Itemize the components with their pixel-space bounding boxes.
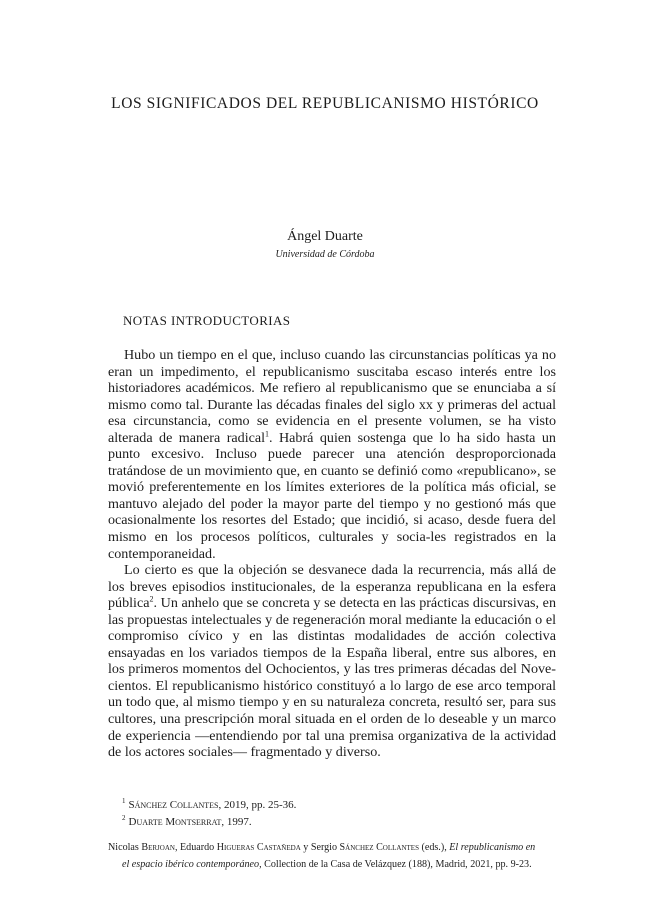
citation-book-title: El republicanismo en — [449, 842, 536, 853]
body-text — [108, 347, 556, 761]
footnotes — [122, 797, 542, 831]
citation-text: (eds.), — [418, 842, 450, 853]
citation-book-title: el espacio ibérico contemporáneo, — [122, 859, 262, 870]
footnote-2 — [122, 814, 542, 831]
footnote-author: Duarte Montserrat — [128, 816, 222, 828]
section-heading: NOTAS INTRODUCTORIAS — [123, 313, 291, 328]
citation-text: Collection de la Casa de Velázquez (188), Madrid, 2021, pp. 9-23. — [261, 859, 532, 870]
footnote-ref-1[interactable]: 1 — [265, 429, 270, 439]
author-name: Ángel Duarte — [287, 229, 363, 244]
paragraph-2-part-a: Lo cierto es que la objeción se desvanece dada la recurrencia, más allá de los breves episodios institucionales, de la esperanza republicana en la esfera pública — [108, 562, 556, 612]
citation-editor: Berjoan — [141, 842, 175, 853]
paragraph-1-part-b: . Habrá quien sostenga que lo ha sido hasta un punto excesivo. Incluso puede parecer una atención desproporcionada tratándose de un movimiento que, en cuanto se definió como «republicano», se movió preferentemente en los límites exteriores de la política más oficial, se mantuvo alejado del poder la mayor parte del tiempo y no gestionó más que ocasionalmente los resortes del Estado; que incidió, si acaso, desde fuera del mismo en los procesos políticos, culturales y socia-les registrados en la contemporaneidad. — [108, 429, 556, 562]
citation-editor: Sánchez Collantes — [339, 842, 419, 853]
footnote-1 — [122, 797, 542, 814]
paragraph-1-part-a: Hubo un tiempo en el que, incluso cuando las circunstancias políticas ya no eran un impedimento, el republicanismo suscitaba escaso interés entre los historiadores académicos. Me refiero al republicanismo que se enunciaba a sí mismo como tal. Durante las décadas finales del siglo xx y primeras del actual esa circunstancia, como se evidencia en el presente volumen, se ha visto alterada de manera radical — [108, 347, 556, 446]
citation-editor: Higueras Castañeda — [216, 842, 301, 853]
citation-text: y Sergio — [300, 842, 340, 853]
citation-text: , Eduardo — [174, 842, 217, 853]
footnote-text: , 2019, pp. 25-36. — [218, 799, 297, 811]
paragraph-2-part-b: . Un anhelo que se concreta y se detecta en las prácticas discursivas, en las propuestas intelectuales y de regeneración moral mediante la educación o el compromiso cívico y en las distintas modalidades de acción colectiva ensayadas en los variados tiempos de la España liberal, entre sus albores, en los primeros momentos del Ochocientos, y las tres primeras décadas del Nove-cientos. El republicanismo histórico constituyó a lo largo de ese arco temporal un todo que, al mismo tiempo y en su naturaleza concreta, resultó ser, para sus cultores, una prescripción moral situada en el orden de lo deseable y un marco de experiencia —entendiendo por tal una premisa organizativa de la actividad de los actores sociales— fragmentado y diverso. — [108, 595, 556, 761]
citation-text: Nicolas — [108, 842, 142, 853]
citation-line-1 — [108, 839, 558, 856]
footnote-number: 1 — [122, 797, 126, 806]
footnote-text: , 1997. — [221, 816, 252, 828]
paragraph-1 — [108, 347, 556, 562]
footnote-number: 2 — [122, 814, 126, 823]
author-affiliation: Universidad de Córdoba — [275, 249, 375, 260]
footnote-author: Sánchez Collantes — [128, 799, 219, 811]
chapter-title: LOS SIGNIFICADOS DEL REPUBLICANISMO HISTÓRICO — [111, 95, 539, 112]
citation — [108, 839, 558, 873]
paragraph-2 — [108, 562, 556, 761]
footnote-ref-2[interactable]: 2 — [149, 594, 154, 604]
citation-line-2 — [108, 856, 558, 873]
